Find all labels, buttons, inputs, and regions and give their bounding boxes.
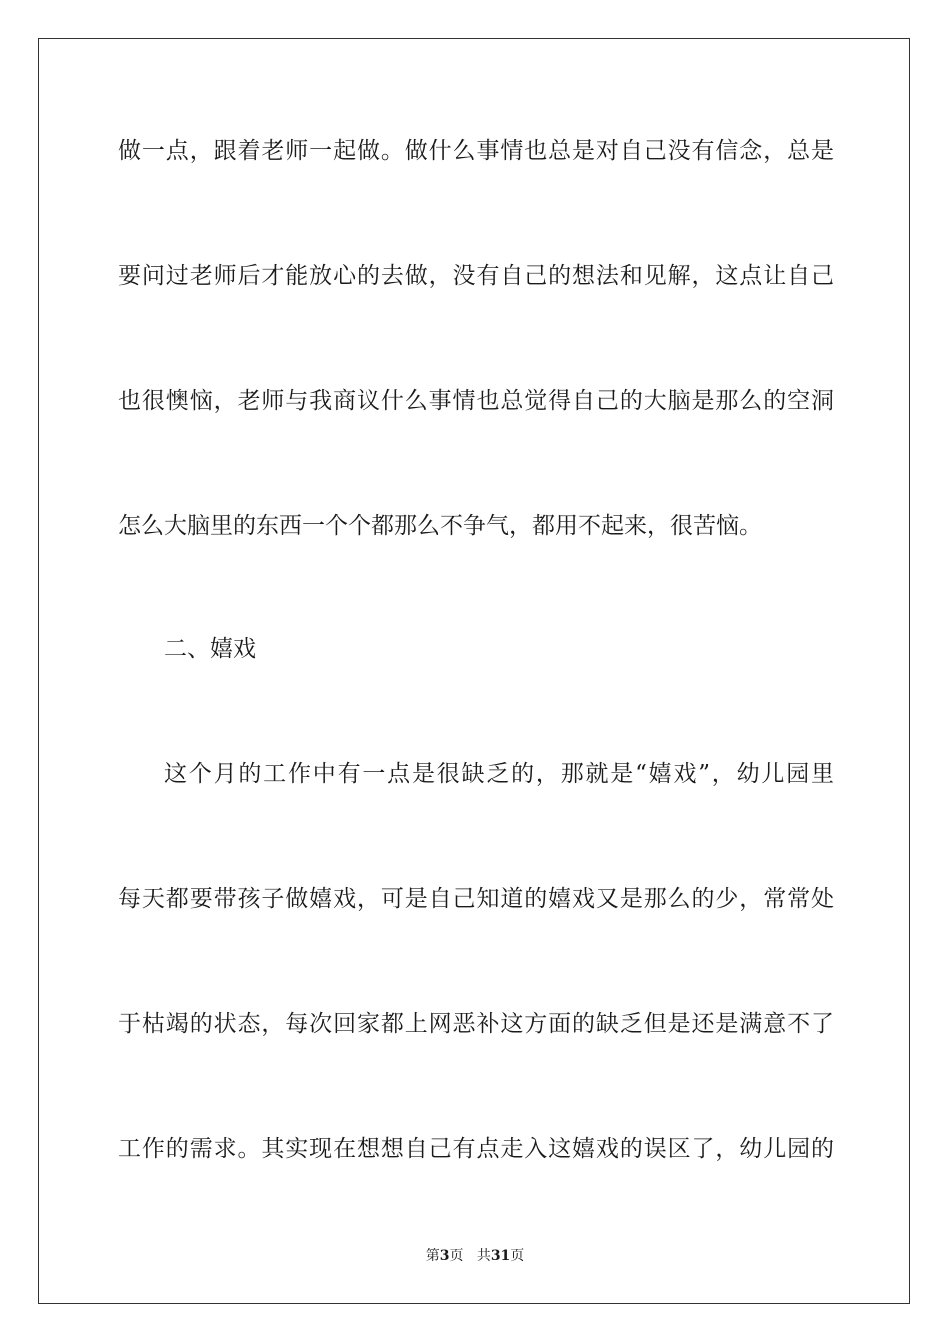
footer-prefix: 第 [425, 1248, 440, 1264]
current-page-number: 3 [439, 1248, 450, 1264]
paragraph-line: 每天都要带孩子做嬉戏，可是自己知道的嬉戏又是那么的少，常常处 [118, 886, 834, 912]
paragraph-line: 做一点，跟着老师一起做。做什么事情也总是对自己没有信念，总是 [118, 138, 834, 164]
paragraph-line: 怎么大脑里的东西一个个都那么不争气，都用不起来，很苦恼。 [118, 513, 762, 539]
total-pages-number: 31 [490, 1248, 511, 1264]
paragraph-line: 这个月的工作中有一点是很缺乏的，那就是“嬉戏”，幼儿园里 [164, 761, 834, 787]
footer-total-prefix: 共 [476, 1248, 491, 1264]
page-border [38, 38, 910, 1304]
paragraph-line: 要问过老师后才能放心的去做，没有自己的想法和见解，这点让自己 [118, 263, 834, 289]
page-footer [0, 1247, 950, 1265]
section-heading: 二、嬉戏 [164, 636, 256, 662]
footer-total-suffix: 页 [510, 1248, 525, 1264]
paragraph-line: 工作的需求。其实现在想想自己有点走入这嬉戏的误区了，幼儿园的 [118, 1136, 834, 1162]
paragraph-line: 于枯竭的状态，每次回家都上网恶补这方面的缺乏但是还是满意不了 [118, 1011, 834, 1037]
footer-page-suffix: 页 [449, 1248, 464, 1264]
paragraph-line: 也很懊恼，老师与我商议什么事情也总觉得自己的大脑是那么的空洞 [118, 388, 834, 414]
